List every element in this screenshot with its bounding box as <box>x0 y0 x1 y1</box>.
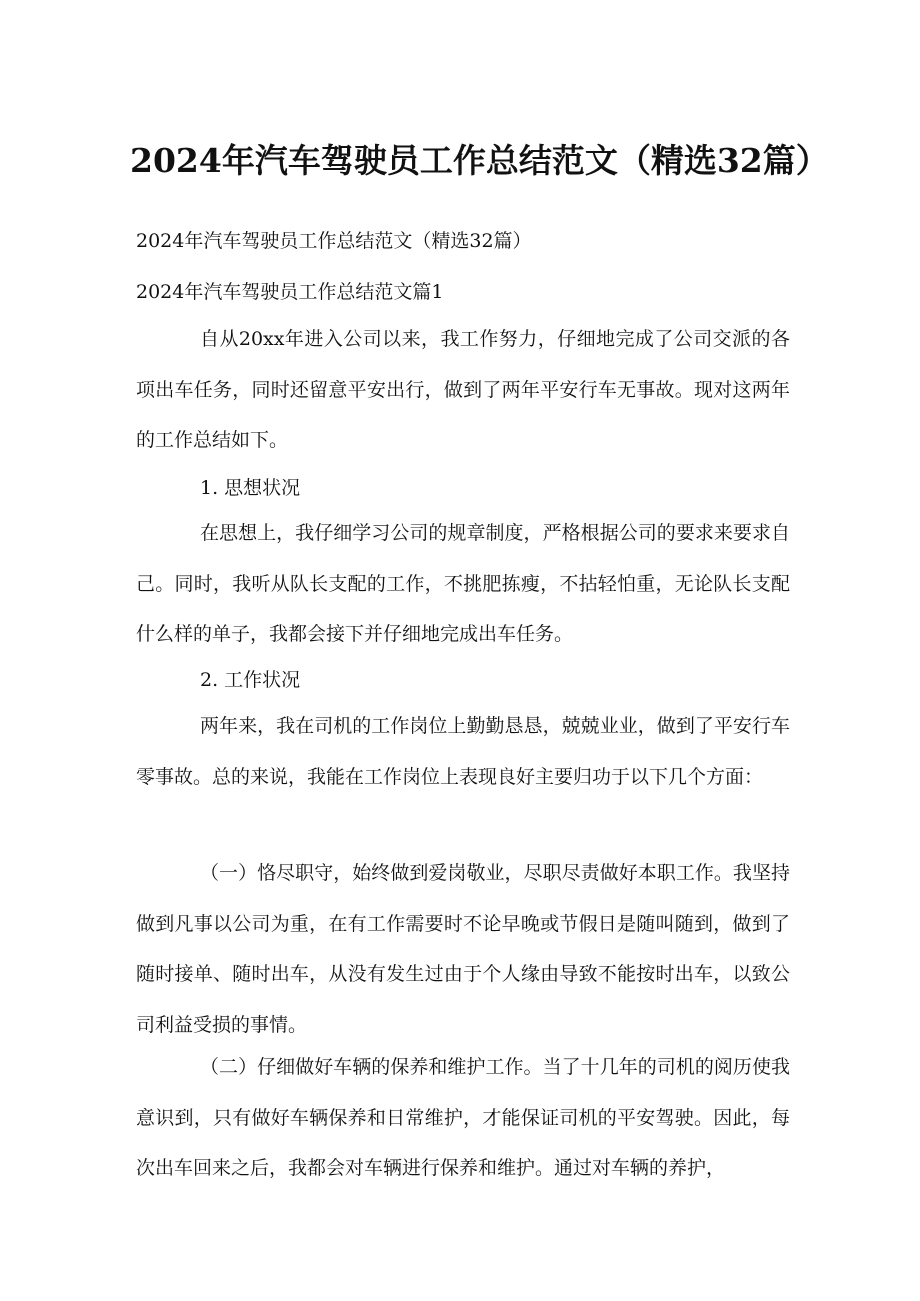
section-title: 2024年汽车驾驶员工作总结范文篇1 <box>136 281 444 303</box>
thought-paragraph: 在思想上，我仔细学习公司的规章制度，严格根据公司的要求来要求自己。同时，我听从队长支配的工作，不挑肥拣瘦，不拈轻怕重，无论队长支配什么样的单子，我都会接下并仔细地完成出车任务。 <box>136 522 790 645</box>
heading-work-status: 2. 工作状况 <box>200 669 301 691</box>
document-subtitle: 2024年汽车驾驶员工作总结范文（精选32篇） <box>136 230 532 252</box>
duty-paragraph: （一）恪尽职守，始终做到爱岗敬业，尽职尽责做好本职工作。我坚持做到凡事以公司为重，在有工作需要时不论早晚或节假日是随叫随到，做到了随时接单、随时出车，从没有发生过由于个人缘由导致不能按时出车，以致公司利益受损的事情。 <box>136 862 790 1036</box>
document-title: 2024年汽车驾驶员工作总结范文（精选32篇） <box>130 141 829 180</box>
work-paragraph: 两年来，我在司机的工作岗位上勤勤恳恳，兢兢业业，做到了平安行车零事故。总的来说，我能在工作岗位上表现良好主要归功于以下几个方面： <box>136 715 790 788</box>
intro-paragraph: 自从20xx年进入公司以来，我工作努力，仔细地完成了公司交派的各项出车任务，同时还留意平安出行，做到了两年平安行车无事故。现对这两年的工作总结如下。 <box>136 328 790 451</box>
maintenance-paragraph: （二）仔细做好车辆的保养和维护工作。当了十几年的司机的阅历使我意识到，只有做好车辆保养和日常维护，才能保证司机的平安驾驶。因此，每次出车回来之后，我都会对车辆进行保养和维护。通过对车辆的养护， <box>136 1056 790 1179</box>
heading-thought-status: 1. 思想状况 <box>200 477 301 499</box>
